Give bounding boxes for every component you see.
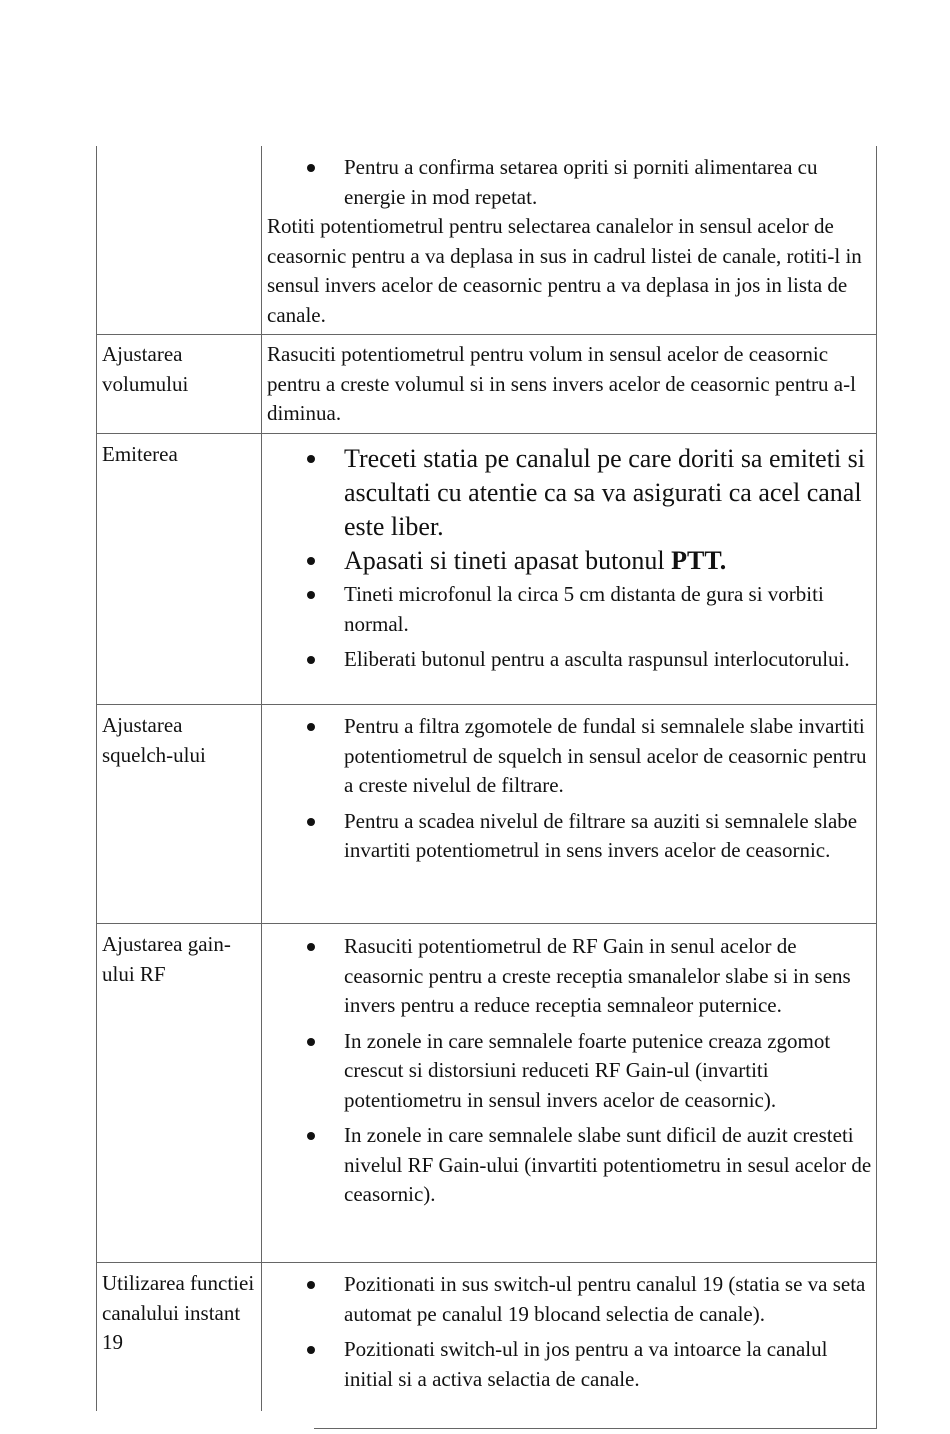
bullet-icon bbox=[307, 591, 315, 599]
bullet-icon bbox=[307, 1281, 315, 1289]
bullet-icon bbox=[307, 557, 315, 565]
list-item: Treceti statia pe canalul pe care doriti sa emiteti si ascultati cu atentie ca sa va asigurati ca acel canal este liber. bbox=[300, 442, 875, 544]
list-item: Pentru a filtra zgomotele de fundal si semnalele slabe invartiti potentiometrul de squelch in sensul acelor de ceasornic pentru a creste nivelul de filtrare. bbox=[300, 712, 875, 801]
row-divider bbox=[96, 704, 877, 705]
ptt-button-name: PTT. bbox=[671, 546, 727, 575]
row-0-bullets bbox=[300, 153, 875, 214]
list-item-ptt: Apasati si tineti apasat butonul PTT. bbox=[300, 544, 875, 578]
row-divider bbox=[96, 433, 877, 434]
list-item: Pentru a confirma setarea opriti si porniti alimentarea cu energie in mod repetat. bbox=[300, 153, 875, 212]
table-border-left bbox=[96, 146, 97, 1411]
row-1-paragraph: Rasuciti potentiometrul pentru volum in sensul acelor de ceasornic pentru a creste volumul si in sens invers acelor de ceasornic pentru a-l diminua. bbox=[267, 342, 856, 425]
list-item: Tineti microfonul la circa 5 cm distanta de gura si vorbiti normal. bbox=[300, 580, 875, 639]
row-2-bullets bbox=[300, 580, 875, 677]
row-3-bullets bbox=[300, 712, 875, 868]
bullet-icon bbox=[307, 164, 315, 172]
list-item: In zonele in care semnalele foarte putenice creaza zgomot crescut si distorsiuni reduceti RF Gain-ul (invartiti potentiometru in sensul invers acelor de ceasornic). bbox=[300, 1027, 875, 1116]
list-item: Pentru a scadea nivelul de filtrare sa auziti si semnalele slabe invartiti potentiometrul in sens invers acelor de ceasornic. bbox=[300, 807, 875, 866]
table-border-bottom bbox=[314, 1428, 877, 1429]
bullet-icon bbox=[307, 1132, 315, 1140]
bullet-icon bbox=[307, 656, 315, 664]
row-2-big-bullets bbox=[300, 442, 875, 578]
row-divider bbox=[96, 1262, 877, 1263]
row-4-label: Ajustarea gain-ului RF bbox=[102, 932, 231, 986]
row-5-label: Utilizarea functiei canalului instant 19 bbox=[102, 1271, 255, 1354]
row-divider bbox=[96, 923, 877, 924]
bullet-icon bbox=[307, 818, 315, 826]
list-item: Pozitionati switch-ul in jos pentru a va intoarce la canalul initial si a activa selactia de canale. bbox=[300, 1335, 875, 1394]
bullet-icon bbox=[307, 943, 315, 951]
row-1-label: Ajustarea volumului bbox=[102, 342, 189, 396]
bullet-icon bbox=[307, 1346, 315, 1354]
list-item: In zonele in care semnalele slabe sunt dificil de auzit cresteti nivelul RF Gain-ului (invartiti potentiometru in sesul acelor de ceasornic). bbox=[300, 1121, 875, 1210]
row-0-paragraph: Rotiti potentiometrul pentru selectarea canalelor in sensul acelor de ceasornic pentru a va deplasa in sus in cadrul listei de canale, rotiti-l in sensul invers acelor de ceasornic pentru a va deplasa in jos in lista de canale. bbox=[267, 214, 862, 327]
table-column-divider bbox=[261, 146, 262, 1411]
bullet-icon bbox=[307, 455, 315, 463]
list-item: Pozitionati in sus switch-ul pentru canalul 19 (statia se va seta automat pe canalul 19 blocand selectia de canale). bbox=[300, 1270, 875, 1329]
table-border-right bbox=[876, 146, 877, 1429]
row-4-bullets bbox=[300, 932, 875, 1212]
row-5-bullets bbox=[300, 1270, 875, 1396]
bullet-icon bbox=[307, 1038, 315, 1046]
list-item: Rasuciti potentiometrul de RF Gain in senul acelor de ceasornic pentru a creste receptia smanalelor slabe si in sens invers pentru a reduce receptia semnaleor puternice. bbox=[300, 932, 875, 1021]
bullet-icon bbox=[307, 723, 315, 731]
row-divider bbox=[96, 334, 877, 335]
row-3-label: Ajustarea squelch-ului bbox=[102, 713, 206, 767]
list-item: Eliberati butonul pentru a asculta raspunsul interlocutorului. bbox=[300, 645, 875, 675]
row-2-label: Emiterea bbox=[102, 442, 178, 466]
